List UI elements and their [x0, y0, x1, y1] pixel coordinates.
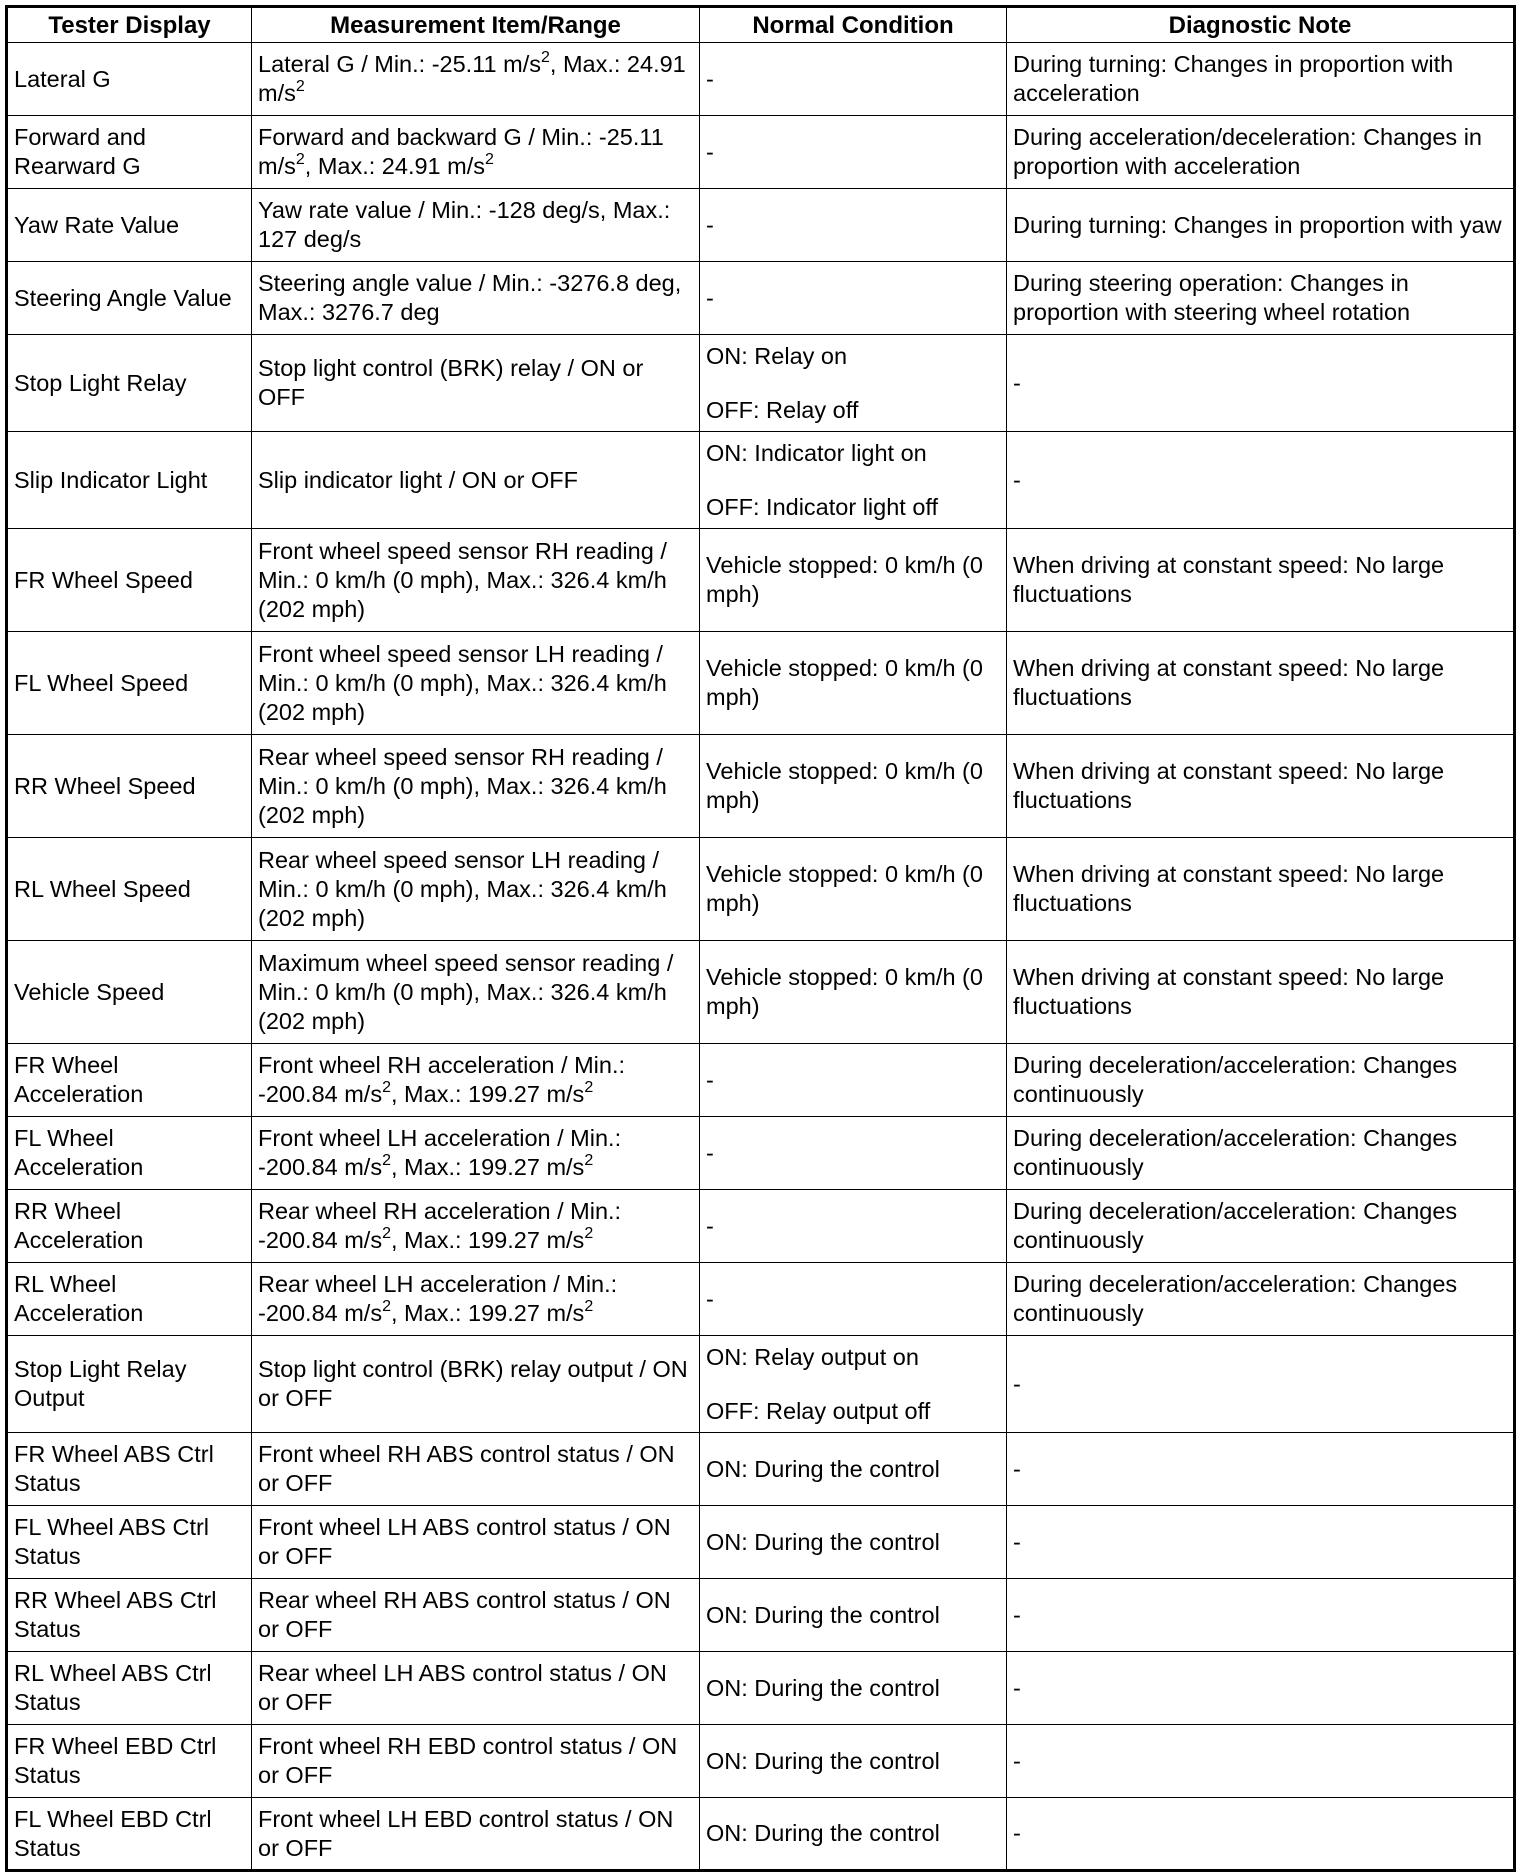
tester-display-cell: FR Wheel EBD Ctrl Status — [7, 1725, 252, 1798]
table-row — [7, 1433, 1515, 1506]
table-row — [7, 1725, 1515, 1798]
normal-condition-line: Vehicle stopped: 0 km/h (0 mph) — [706, 964, 983, 1019]
diagnostic-note-cell: - — [1007, 1652, 1515, 1725]
table-row — [7, 632, 1515, 735]
normal-condition-cell — [700, 43, 1007, 116]
normal-condition-line: - — [706, 1066, 714, 1093]
measurement-item-cell: Stop light control (BRK) relay output / ON or OFF — [252, 1336, 700, 1433]
tester-display-cell: Steering Angle Value — [7, 262, 252, 335]
diagnostic-note-cell: During deceleration/acceleration: Changes continuously — [1007, 1263, 1515, 1336]
table-row — [7, 1652, 1515, 1725]
table-row — [7, 189, 1515, 262]
measurement-item-cell: Yaw rate value / Min.: -128 deg/s, Max.: 127 deg/s — [252, 189, 700, 262]
tester-display-cell: Stop Light Relay — [7, 335, 252, 432]
normal-condition-cell — [700, 262, 1007, 335]
header-row — [7, 7, 1515, 43]
table-row — [7, 1044, 1515, 1117]
normal-condition-cell — [700, 1433, 1007, 1506]
normal-condition-line: - — [706, 211, 714, 238]
tester-display-cell: Slip Indicator Light — [7, 432, 252, 529]
measurement-item-cell: Slip indicator light / ON or OFF — [252, 432, 700, 529]
measurement-item-cell: Front wheel RH ABS control status / ON or OFF — [252, 1433, 700, 1506]
normal-condition-cell — [700, 189, 1007, 262]
diagnostic-note-cell: When driving at constant speed: No large fluctuations — [1007, 941, 1515, 1044]
diagnostic-note-cell: During deceleration/acceleration: Changes continuously — [1007, 1190, 1515, 1263]
diagnostic-note-cell: When driving at constant speed: No large fluctuations — [1007, 529, 1515, 632]
table-row — [7, 1190, 1515, 1263]
measurement-item-cell: Lateral G / Min.: -25.11 $m/s^2$, Max.: 24.91 $m/s^2$ — [252, 43, 700, 116]
normal-condition-cell — [700, 838, 1007, 941]
table-row — [7, 262, 1515, 335]
diagnostic-note-cell: During acceleration/deceleration: Changes in proportion with acceleration — [1007, 116, 1515, 189]
diagnostic-note-cell: - — [1007, 1433, 1515, 1506]
diagnostic-note-cell: - — [1007, 432, 1515, 529]
measurement-item-cell: Rear wheel speed sensor LH reading / Min.: 0 km/h (0 mph), Max.: 326.4 km/h (202 mph) — [252, 838, 700, 941]
diagnostic-note-cell: - — [1007, 1725, 1515, 1798]
tester-display-cell: FR Wheel Acceleration — [7, 1044, 252, 1117]
measurement-item-cell: Front wheel LH EBD control status / ON or OFF — [252, 1798, 700, 1871]
normal-condition-line: - — [706, 1212, 714, 1239]
table-row — [7, 1798, 1515, 1871]
table-row — [7, 116, 1515, 189]
normal-condition-line: - — [706, 284, 714, 311]
header-tester-display: Tester Display — [7, 7, 252, 43]
normal-condition-cell — [700, 1336, 1007, 1433]
normal-condition-cell — [700, 1044, 1007, 1117]
measurement-item-cell: Front wheel LH ABS control status / ON or OFF — [252, 1506, 700, 1579]
diagnostic-note-cell: During turning: Changes in proportion with acceleration — [1007, 43, 1515, 116]
header-measurement-item: Measurement Item/Range — [252, 7, 700, 43]
tester-display-cell: Lateral G — [7, 43, 252, 116]
normal-condition-line: OFF: Relay output off — [706, 1397, 931, 1424]
tester-display-cell: RR Wheel ABS Ctrl Status — [7, 1579, 252, 1652]
table-row — [7, 735, 1515, 838]
normal-condition-line: ON: During the control — [706, 1674, 940, 1701]
diagnostic-note-cell: - — [1007, 1506, 1515, 1579]
measurement-item-cell: Forward and backward G / Min.: -25.11 $m/s^2$, Max.: 24.91 $m/s^2$ — [252, 116, 700, 189]
measurement-item-cell: Front wheel RH EBD control status / ON or OFF — [252, 1725, 700, 1798]
table-row — [7, 1263, 1515, 1336]
normal-condition-line: ON: Indicator light on — [706, 439, 927, 466]
diagnostic-note-cell: When driving at constant speed: No large fluctuations — [1007, 735, 1515, 838]
diagnostic-note-cell: When driving at constant speed: No large fluctuations — [1007, 838, 1515, 941]
normal-condition-cell — [700, 432, 1007, 529]
diagnostic-note-cell: During deceleration/acceleration: Changes continuously — [1007, 1044, 1515, 1117]
normal-condition-line: OFF: Indicator light off — [706, 493, 939, 520]
normal-condition-line: ON: During the control — [706, 1601, 940, 1628]
measurement-item-cell: Steering angle value / Min.: -3276.8 deg, Max.: 3276.7 deg — [252, 262, 700, 335]
measurement-item-cell: Front wheel RH acceleration / Min.: -200.84 $m/s^2$, Max.: 199.27 $m/s^2$ — [252, 1044, 700, 1117]
normal-condition-line: ON: During the control — [706, 1455, 940, 1482]
measurement-item-cell: Stop light control (BRK) relay / ON or OFF — [252, 335, 700, 432]
table-row — [7, 1579, 1515, 1652]
tester-display-cell: Vehicle Speed — [7, 941, 252, 1044]
tester-display-cell: Stop Light Relay Output — [7, 1336, 252, 1433]
tester-display-cell: Forward and Rearward G — [7, 116, 252, 189]
diagnostic-note-cell: When driving at constant speed: No large fluctuations — [1007, 632, 1515, 735]
tester-display-cell: FL Wheel ABS Ctrl Status — [7, 1506, 252, 1579]
tester-display-cell: Yaw Rate Value — [7, 189, 252, 262]
table-row — [7, 529, 1515, 632]
normal-condition-cell — [700, 735, 1007, 838]
diagnostic-note-cell: During turning: Changes in proportion with yaw — [1007, 189, 1515, 262]
diagnostic-note-cell: - — [1007, 335, 1515, 432]
diagnostic-note-cell: During steering operation: Changes in proportion with steering wheel rotation — [1007, 262, 1515, 335]
tester-display-cell: FL Wheel EBD Ctrl Status — [7, 1798, 252, 1871]
measurement-item-cell: Rear wheel LH acceleration / Min.: -200.84 $m/s^2$, Max.: 199.27 $m/s^2$ — [252, 1263, 700, 1336]
normal-condition-line: Vehicle stopped: 0 km/h (0 mph) — [706, 758, 983, 813]
diagnostic-note-cell: - — [1007, 1336, 1515, 1433]
table-row — [7, 1336, 1515, 1433]
normal-condition-cell — [700, 1725, 1007, 1798]
normal-condition-cell — [700, 941, 1007, 1044]
normal-condition-cell — [700, 1652, 1007, 1725]
normal-condition-line: - — [706, 1285, 714, 1312]
normal-condition-cell — [700, 1190, 1007, 1263]
tester-display-cell: FR Wheel Speed — [7, 529, 252, 632]
table-row — [7, 432, 1515, 529]
measurement-item-cell: Front wheel speed sensor LH reading / Min.: 0 km/h (0 mph), Max.: 326.4 km/h (202 mph) — [252, 632, 700, 735]
normal-condition-cell — [700, 529, 1007, 632]
normal-condition-line: ON: Relay on — [706, 342, 848, 369]
tester-display-cell: RL Wheel Acceleration — [7, 1263, 252, 1336]
measurement-item-cell: Maximum wheel speed sensor reading / Min.: 0 km/h (0 mph), Max.: 326.4 km/h (202 mph) — [252, 941, 700, 1044]
header-normal-condition: Normal Condition — [700, 7, 1007, 43]
normal-condition-cell — [700, 1506, 1007, 1579]
normal-condition-line: - — [706, 1139, 714, 1166]
diagnostic-note-cell: - — [1007, 1798, 1515, 1871]
normal-condition-cell — [700, 1117, 1007, 1190]
tester-display-cell: FL Wheel Acceleration — [7, 1117, 252, 1190]
header-diagnostic-note: Diagnostic Note — [1007, 7, 1515, 43]
table-row — [7, 335, 1515, 432]
normal-condition-line: Vehicle stopped: 0 km/h (0 mph) — [706, 552, 983, 607]
tester-display-cell: RR Wheel Speed — [7, 735, 252, 838]
data-list-table — [5, 5, 1516, 1872]
normal-condition-line: - — [706, 65, 714, 92]
diagnostic-note-cell: - — [1007, 1579, 1515, 1652]
tester-display-cell: RL Wheel ABS Ctrl Status — [7, 1652, 252, 1725]
normal-condition-cell — [700, 335, 1007, 432]
measurement-item-cell: Front wheel LH acceleration / Min.: -200.84 $m/s^2$, Max.: 199.27 $m/s^2$ — [252, 1117, 700, 1190]
normal-condition-cell — [700, 116, 1007, 189]
normal-condition-line: Vehicle stopped: 0 km/h (0 mph) — [706, 861, 983, 916]
normal-condition-line: Vehicle stopped: 0 km/h (0 mph) — [706, 655, 983, 710]
measurement-item-cell: Rear wheel speed sensor RH reading / Min.: 0 km/h (0 mph), Max.: 326.4 km/h (202 mph) — [252, 735, 700, 838]
normal-condition-line: ON: During the control — [706, 1747, 940, 1774]
table-row — [7, 43, 1515, 116]
normal-condition-line: ON: During the control — [706, 1820, 940, 1846]
measurement-item-cell: Front wheel speed sensor RH reading / Min.: 0 km/h (0 mph), Max.: 326.4 km/h (202 mph) — [252, 529, 700, 632]
normal-condition-line: ON: Relay output on — [706, 1343, 919, 1370]
measurement-item-cell: Rear wheel RH acceleration / Min.: -200.84 $m/s^2$, Max.: 199.27 $m/s^2$ — [252, 1190, 700, 1263]
table-row — [7, 838, 1515, 941]
tester-display-cell: RR Wheel Acceleration — [7, 1190, 252, 1263]
table-row — [7, 1506, 1515, 1579]
tester-display-cell: FL Wheel Speed — [7, 632, 252, 735]
tester-display-cell: FR Wheel ABS Ctrl Status — [7, 1433, 252, 1506]
normal-condition-cell — [700, 1579, 1007, 1652]
normal-condition-cell — [700, 1798, 1007, 1871]
normal-condition-line: ON: During the control — [706, 1528, 940, 1555]
normal-condition-line: OFF: Relay off — [706, 396, 859, 423]
table-row — [7, 941, 1515, 1044]
tester-display-cell: RL Wheel Speed — [7, 838, 252, 941]
measurement-item-cell: Rear wheel LH ABS control status / ON or OFF — [252, 1652, 700, 1725]
table-row — [7, 1117, 1515, 1190]
diagnostic-note-cell: During deceleration/acceleration: Changes continuously — [1007, 1117, 1515, 1190]
normal-condition-cell — [700, 632, 1007, 735]
measurement-item-cell: Rear wheel RH ABS control status / ON or OFF — [252, 1579, 700, 1652]
normal-condition-cell — [700, 1263, 1007, 1336]
normal-condition-line: - — [706, 138, 714, 165]
